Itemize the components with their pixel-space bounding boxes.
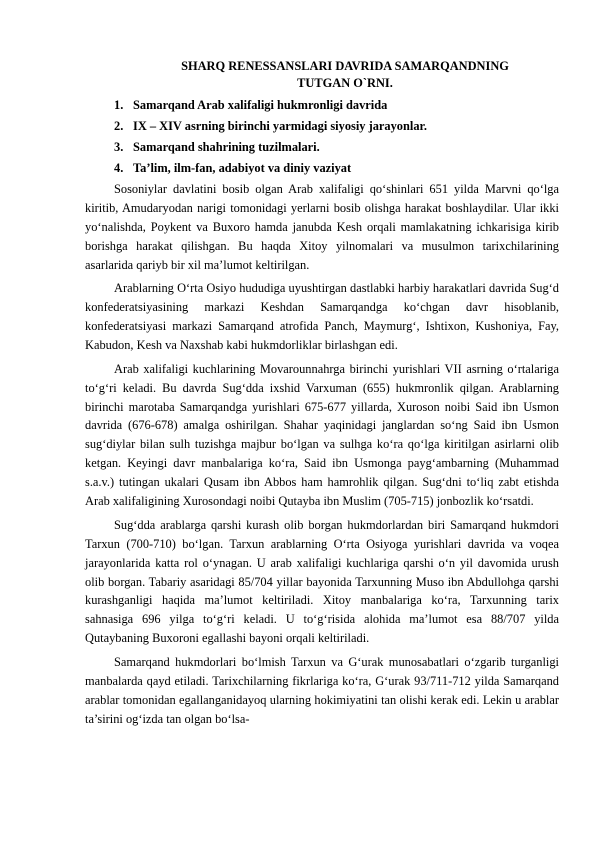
plan-item-number: 2. (114, 119, 124, 133)
body-paragraph: Sosoniylar davlatini bosib olgan Arab xalifaligi qo‘shinlari 651 yilda Marvni qo‘lga kiritib, Amudaryodan narigi tomonidagi yerlarni bosib olishga harakat boshlaydilar. Ular ikki yo‘nalishda, Poykent va Buxoro hamda janubda Kesh orqali mamlakatning ichkarisiga kirib borishga harakat qilishgan. Bu haqda Xitoy yilnomalari va musulmon tarixchilarining asarlarida qariyb bir xil ma’lumot keltirilgan. (85, 182, 559, 272)
body-paragraph: Sug‘dda arablarga qarshi kurash olib borgan hukmdorlardan biri Samarqand hukmdori Tarxun (700-710) bo‘lgan. Tarxun arablarning O‘rta Osiyoga yurishlari davrida va voqea jarayonlarida katta rol o‘ynagan. U arab xalifaligi kuchlariga qarshi o‘n yil davomida urush olib borgan. Tabariy asaridagi 85/704 yillar bayonida Tarxunning Muso ibn Abdullohga qarshi kurashganligi haqida ma’lumot keltiriladi. Xitoy manbalariga ko‘ra, Tarxunning tarix sahnasiga 696 yilga to‘g‘ri keladi. U to‘g‘risida alohida ma’lumot esa 88/707 yilda Qutaybaning Buxoroni egallashi bayoni orqali keltiriladi. (85, 517, 559, 646)
plan-item-text: Samarqand Arab xalifaligi hukmronligi davrida (133, 98, 388, 112)
document-title (85, 58, 559, 92)
title-line-1: SHARQ RENESSANSLARI DAVRIDA SAMARQANDNING (181, 59, 509, 73)
plan-item-number: 4. (114, 161, 124, 175)
plan-item (85, 116, 559, 137)
title-line-2: TUTGAN O`RNI. (297, 76, 393, 90)
plan-item-text: IX – XIV asrning birinchi yarmidagi siyosiy jarayonlar. (133, 119, 427, 133)
plan-item-text: Ta’lim, ilm-fan, adabiyot va diniy vaziyat (133, 161, 352, 175)
plan-item-number: 1. (114, 98, 124, 112)
document-page (85, 58, 559, 733)
body-paragraph: Samarqand hukmdorlari bo‘lmish Tarxun va G‘urak munosabatlari o‘zgarib turganligi manbalarda qayd etiladi. Tarixchilarning fikrlariga ko‘ra, G‘urak 93/711-712 yilda Samarqand arablar tomonidan egallanganidayoq ularning hokimiyatini tan olishi kerak edi. Lekin u arablar ta’sirini og‘izda tan olgan bo‘lsa- (85, 654, 559, 726)
plan-item-number: 3. (114, 140, 124, 154)
plan-item (85, 158, 559, 179)
plan-item (85, 95, 559, 116)
plan-item (85, 137, 559, 158)
plan-item-text: Samarqand shahrining tuzilmalari. (133, 140, 320, 154)
body-paragraph: Arablarning O‘rta Osiyo hududiga uyushtirgan dastlabki harbiy harakatlari davrida Sug‘d konfederatsiyasining markazi Keshdan Samarqandga ko‘chgan davr hisoblanib, konfederatsiyasi markazi Samarqand atrofida Panch, Maymurg‘, Ishtixon, Kushoniya, Fay, Kabudon, Kesh va Naxshab kabi hukmdorliklar birlashgan edi. (85, 281, 559, 353)
lecture-plan-list (85, 95, 559, 179)
body-paragraph: Arab xalifaligi kuchlarining Movarounnahrga birinchi yurishlari VII asrning o‘rtalariga to‘g‘ri keladi. Bu davrda Sug‘dda ixshid Varxuman (655) hukmronlik qilgan. Arablarning birinchi marotaba Samarqandga yurishlari 675-677 yillarda, Xuroson noibi Said ibn Usmon davrida (676-678) amalga oshirilgan. Shahar yaqinidagi janglardan so‘ng Said ibn Usmon sug‘diylar bilan sulh tuzishga majbur bo‘lgan va sulhga ko‘ra qo‘lga kiritilgan asirlarni olib ketgan. Keyingi davr manbalariga ko‘ra, Said ibn Usmonga payg‘ambarning (Muhammad s.a.v.) tutingan ukalari Qusam ibn Abbos ham hamrohlik qilgan. Sug‘dni to‘liq zabt etishda Arab xalifaligining Xurosondagi noibi Qutayba ibn Muslim (705-715) jonbozlik ko‘rsatdi. (85, 361, 559, 509)
